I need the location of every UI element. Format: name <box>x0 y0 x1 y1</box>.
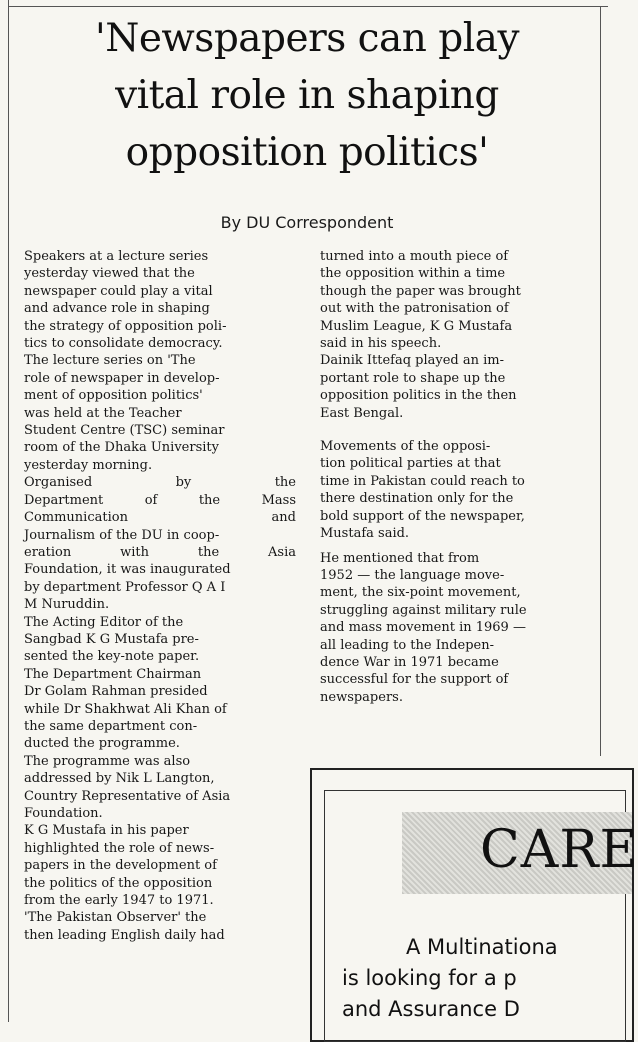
column-rule-left <box>8 0 9 1022</box>
article-word: and <box>271 510 296 526</box>
article-line: Movements of the opposi- <box>320 439 491 455</box>
article-line: then leading English daily had <box>24 927 225 943</box>
advertisement-line: A Multinationa <box>406 935 558 959</box>
byline: By DU Correspondent <box>220 213 394 232</box>
article-line: papers in the development of <box>24 858 217 874</box>
article-line: 1952 — the language move- <box>320 567 505 583</box>
article-line: The programme was also <box>24 753 191 769</box>
paragraph-gap <box>320 422 590 438</box>
article-line: M Nuruddin. <box>24 597 110 613</box>
article-line: there destination only for the <box>320 491 514 507</box>
article-word: Organised <box>24 475 93 491</box>
headline-line: vital role in shaping <box>115 73 499 118</box>
article-word: eration <box>24 544 72 560</box>
article-word: the <box>197 544 220 560</box>
article-line: Student Centre (TSC) seminar <box>24 423 225 439</box>
article-line: Journalism of the DU in coop- <box>24 527 220 543</box>
article-line: role of newspaper in develop- <box>24 370 220 386</box>
article-line: The Department Chairman <box>24 666 202 682</box>
article-line: newspaper could play a vital <box>24 283 213 299</box>
column-rule-top <box>8 6 608 7</box>
article-line: Dr Golam Rahman presided <box>24 684 208 700</box>
article-line: time in Pakistan could reach to <box>320 473 525 489</box>
article-word: with <box>120 544 149 560</box>
article-line: was held at the Teacher <box>24 405 182 421</box>
article-line: opposition politics in the then <box>320 388 517 404</box>
article-line <box>24 544 296 561</box>
article-line: all leading to the Indepen- <box>320 637 495 653</box>
article-line: newspapers. <box>320 689 403 705</box>
article-word: by <box>175 475 192 491</box>
article-line: ducted the programme. <box>24 736 180 752</box>
article-line: East Bengal. <box>320 405 404 421</box>
article-line: ment, the six-point movement, <box>320 585 521 601</box>
article-line: sented the key-note paper. <box>24 649 200 665</box>
article-line: by department Professor Q A I <box>24 579 226 595</box>
article-line <box>24 509 296 526</box>
article-line: The lecture series on 'The <box>24 353 196 369</box>
article-line: the opposition within a time <box>320 266 506 282</box>
article-word: the <box>198 492 221 508</box>
article-line: dence War in 1971 became <box>320 654 499 670</box>
article-line <box>24 474 296 491</box>
article-line: yesterday viewed that the <box>24 266 195 282</box>
advertisement-title: CARE <box>480 820 638 880</box>
article-line: highlighted the role of news- <box>24 840 215 856</box>
article-line: Country Representative of Asia <box>24 788 231 804</box>
headline <box>14 10 600 181</box>
advertisement-text <box>342 932 615 1025</box>
article-line: and mass movement in 1969 — <box>320 620 526 636</box>
article-line: and advance role in shaping <box>24 301 210 317</box>
article-word: the <box>274 475 296 491</box>
article-column-1 <box>24 248 296 944</box>
paragraph-gap <box>320 543 590 550</box>
article-line: Muslim League, K G Mustafa <box>320 318 513 334</box>
article-line: portant role to shape up the <box>320 370 506 386</box>
article-line: K G Mustafa in his paper <box>24 823 189 839</box>
article-word: Department <box>24 492 104 508</box>
headline-line: 'Newspapers can play <box>95 16 519 61</box>
article-line: Foundation. <box>24 806 103 821</box>
article-line: turned into a mouth piece of <box>320 249 509 264</box>
article-line: room of the Dhaka University <box>24 440 219 456</box>
article-line: The Acting Editor of the <box>24 614 184 630</box>
article-line: Sangbad K G Mustafa pre- <box>24 631 199 647</box>
article-word: Asia <box>268 544 296 560</box>
article-line: from the early 1947 to 1971. <box>24 893 214 909</box>
article-line <box>24 492 296 509</box>
article-line: the strategy of opposition poli- <box>24 318 227 334</box>
article-line: tics to consolidate democracy. <box>24 336 223 352</box>
article-line: He mentioned that from <box>320 550 480 566</box>
article-word: Communication <box>24 510 128 526</box>
column-rule-right <box>600 6 601 756</box>
headline-line: opposition politics' <box>125 130 489 175</box>
article-column-2 <box>320 248 590 706</box>
article-line: struggling against military rule <box>320 602 527 618</box>
article-line: said in his speech. <box>320 336 442 352</box>
article-line: Speakers at a lecture series <box>24 249 209 264</box>
article-line: bold support of the newspaper, <box>320 508 525 524</box>
advertisement-line: is looking for a p <box>342 966 517 990</box>
article-line: the same department con- <box>24 718 198 734</box>
article-line: though the paper was brought <box>320 283 521 299</box>
article-line: Foundation, it was inaugurated <box>24 562 231 578</box>
article-line: yesterday morning. <box>24 457 153 473</box>
article-line: Mustafa said. <box>320 526 410 542</box>
article-line: while Dr Shakhwat Ali Khan of <box>24 701 227 717</box>
article-line: tion political parties at that <box>320 456 501 472</box>
article-word: of <box>144 492 158 508</box>
article-line: ment of opposition politics' <box>24 388 203 404</box>
article-line: successful for the support of <box>320 672 509 688</box>
article-line: Dainik Ittefaq played an im- <box>320 353 505 369</box>
article-line: out with the patronisation of <box>320 301 509 317</box>
article-line: the politics of the opposition <box>24 875 213 891</box>
advertisement-line: and Assurance D <box>342 997 520 1021</box>
article-line: addressed by Nik L Langton, <box>24 771 215 787</box>
article-line: 'The Pakistan Observer' the <box>24 910 207 926</box>
article-word: Mass <box>261 492 296 508</box>
